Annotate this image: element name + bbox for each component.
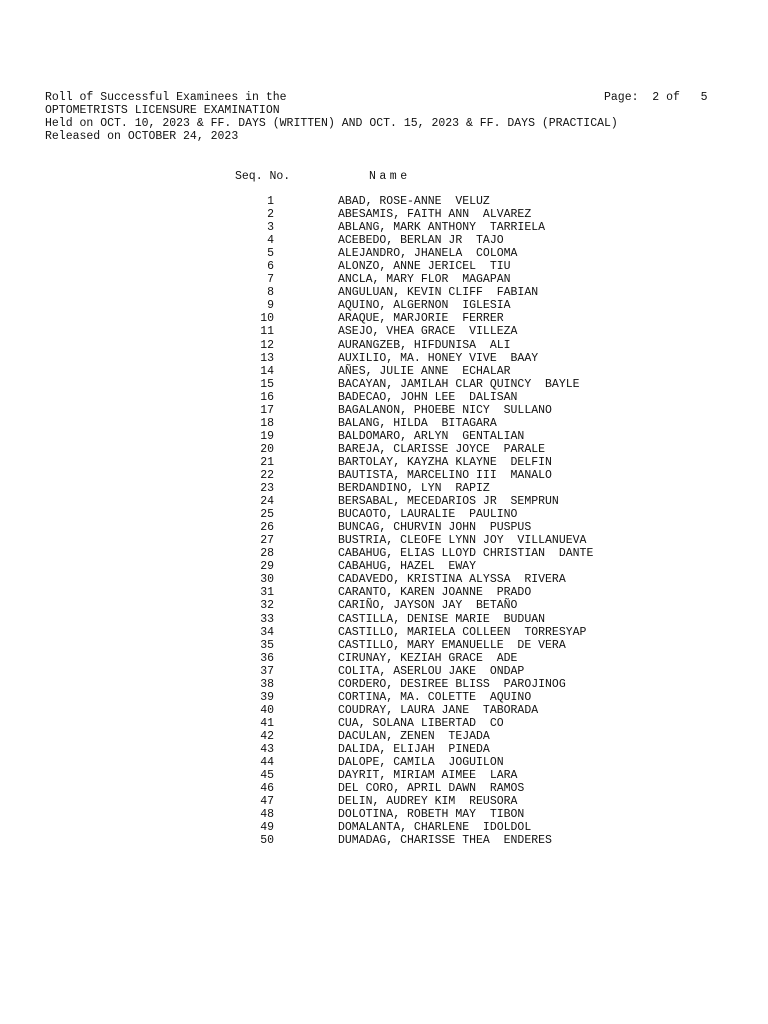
examinee-name: BAGALANON, PHOEBE NICY SULLANO: [338, 403, 552, 417]
seq-number: 7: [267, 273, 274, 287]
list-item: [0, 325, 768, 338]
list-item: [0, 717, 768, 730]
list-item: [0, 404, 768, 417]
list-item: [0, 808, 768, 821]
examinee-name: DALIDA, ELIJAH PINEDA: [338, 742, 490, 756]
examinee-name: DUMADAG, CHARISSE THEA ENDERES: [338, 834, 552, 848]
list-item: [0, 417, 768, 430]
examinee-name: BACAYAN, JAMILAH CLAR QUINCY BAYLE: [338, 377, 580, 391]
list-item: [0, 573, 768, 586]
seq-number: 26: [260, 521, 274, 535]
examinee-name: BALANG, HILDA BITAGARA: [338, 416, 497, 430]
list-item: [0, 795, 768, 808]
seq-number: 29: [260, 560, 274, 574]
list-item: [0, 704, 768, 717]
examinee-name: DALOPE, CAMILA JOGUILON: [338, 756, 504, 770]
seq-number: 41: [260, 716, 274, 730]
examinee-name: DAYRIT, MIRIAM AIMEE LARA: [338, 769, 518, 783]
seq-number: 19: [260, 429, 274, 443]
examinee-name: BUSTRIA, CLEOFE LYNN JOY VILLANUEVA: [338, 534, 587, 548]
seq-number: 39: [260, 690, 274, 704]
examinee-name: CASTILLO, MARIELA COLLEEN TORRESYAP: [338, 625, 587, 639]
examinee-name: COLITA, ASERLOU JAKE ONDAP: [338, 664, 525, 678]
seq-number: 31: [260, 586, 274, 600]
examinee-name: ANCLA, MARY FLOR MAGAPAN: [338, 273, 511, 287]
list-item: [0, 456, 768, 469]
examinee-name: BERDANDINO, LYN RAPIZ: [338, 482, 490, 496]
list-item: [0, 652, 768, 665]
examinee-name: DEL CORO, APRIL DAWN RAMOS: [338, 782, 525, 796]
list-item: [0, 247, 768, 260]
examinee-name: CARANTO, KAREN JOANNE PRADO: [338, 586, 532, 600]
list-item: [0, 508, 768, 521]
list-item: [0, 821, 768, 834]
exam-name: OPTOMETRISTS LICENSURE EXAMINATION: [45, 104, 280, 117]
examinee-name: CIRUNAY, KEZIAH GRACE ADE: [338, 651, 518, 665]
seq-number: 44: [260, 756, 274, 770]
seq-number: 8: [267, 286, 274, 300]
seq-number: 25: [260, 508, 274, 522]
examinee-name: CARIÑO, JAYSON JAY BETAÑO: [338, 599, 518, 613]
seq-number: 16: [260, 390, 274, 404]
page-indicator: Page: 2 of 5: [604, 91, 708, 104]
examinee-name: DELIN, AUDREY KIM REUSORA: [338, 795, 518, 809]
list-item: [0, 299, 768, 312]
list-item: [0, 234, 768, 247]
seq-number: 22: [260, 468, 274, 482]
list-item: [0, 691, 768, 704]
seq-column-header: Seq. No.: [235, 170, 291, 183]
examinee-name: DOMALANTA, CHARLENE IDOLDOL: [338, 821, 532, 835]
list-item: [0, 221, 768, 234]
examinee-name: BAUTISTA, MARCELINO III MANALO: [338, 468, 552, 482]
seq-number: 17: [260, 403, 274, 417]
seq-number: 40: [260, 703, 274, 717]
seq-number: 30: [260, 573, 274, 587]
examinee-name: AUXILIO, MA. HONEY VIVE BAAY: [338, 351, 539, 365]
seq-number: 45: [260, 769, 274, 783]
list-item: [0, 378, 768, 391]
list-item: [0, 495, 768, 508]
examinee-name: ABESAMIS, FAITH ANN ALVAREZ: [338, 208, 532, 222]
seq-number: 43: [260, 742, 274, 756]
seq-number: 11: [260, 325, 274, 339]
seq-number: 49: [260, 821, 274, 835]
list-item: [0, 560, 768, 573]
examinee-name: ABAD, ROSE-ANNE VELUZ: [338, 195, 490, 208]
seq-number: 38: [260, 677, 274, 691]
list-item: [0, 195, 768, 208]
examinee-name: ANGULUAN, KEVIN CLIFF FABIAN: [338, 286, 539, 300]
examinee-name: AÑES, JULIE ANNE ECHALAR: [338, 364, 511, 378]
examinee-name: CABAHUG, ELIAS LLOYD CHRISTIAN DANTE: [338, 547, 594, 561]
list-item: [0, 208, 768, 221]
examinee-name: ACEBEDO, BERLAN JR TAJO: [338, 234, 504, 248]
seq-number: 32: [260, 599, 274, 613]
seq-number: 18: [260, 416, 274, 430]
seq-number: 21: [260, 455, 274, 469]
seq-number: 12: [260, 338, 274, 352]
list-item: [0, 286, 768, 299]
seq-number: 13: [260, 351, 274, 365]
examinee-name: CASTILLA, DENISE MARIE BUDUAN: [338, 612, 546, 626]
seq-number: 23: [260, 482, 274, 496]
seq-number: 34: [260, 625, 274, 639]
seq-number: 6: [267, 260, 274, 274]
seq-number: 36: [260, 651, 274, 665]
list-item: [0, 443, 768, 456]
seq-number: 28: [260, 547, 274, 561]
seq-number: 5: [267, 247, 274, 261]
list-item: [0, 352, 768, 365]
examinee-name: BERSABAL, MECEDARIOS JR SEMPRUN: [338, 495, 559, 509]
examinee-name: ALEJANDRO, JHANELA COLOMA: [338, 247, 518, 261]
examinee-name: BALDOMARO, ARLYN GENTALIAN: [338, 429, 525, 443]
list-item: [0, 534, 768, 547]
list-item: [0, 626, 768, 639]
examinee-name: CUA, SOLANA LIBERTAD CO: [338, 716, 504, 730]
seq-number: 37: [260, 664, 274, 678]
list-item: [0, 312, 768, 325]
list-item: [0, 613, 768, 626]
examinee-name: CORDERO, DESIREE BLISS PAROJINOG: [338, 677, 566, 691]
seq-number: 35: [260, 638, 274, 652]
examinee-name: BAREJA, CLARISSE JOYCE PARALE: [338, 442, 546, 456]
list-item: [0, 834, 768, 847]
list-item: [0, 273, 768, 286]
list-item: [0, 586, 768, 599]
seq-number: 50: [260, 834, 274, 848]
examinee-name: CADAVEDO, KRISTINA ALYSSA RIVERA: [338, 573, 566, 587]
examinee-name: DOLOTINA, ROBETH MAY TIBON: [338, 808, 525, 822]
examinee-name: COUDRAY, LAURA JANE TABORADA: [338, 703, 539, 717]
list-item: [0, 391, 768, 404]
name-column-header: Name: [369, 170, 411, 183]
list-item: [0, 743, 768, 756]
list-item: [0, 469, 768, 482]
seq-number: 1: [267, 195, 274, 208]
list-item: [0, 730, 768, 743]
seq-number: 3: [267, 221, 274, 235]
seq-number: 15: [260, 377, 274, 391]
seq-number: 47: [260, 795, 274, 809]
examinee-name: ARAQUE, MARJORIE FERRER: [338, 312, 504, 326]
seq-number: 42: [260, 729, 274, 743]
examinee-name: AURANGZEB, HIFDUNISA ALI: [338, 338, 511, 352]
list-item: [0, 430, 768, 443]
examinee-name: ALONZO, ANNE JERICEL TIU: [338, 260, 511, 274]
examinee-name: BARTOLAY, KAYZHA KLAYNE DELFIN: [338, 455, 552, 469]
seq-number: 2: [267, 208, 274, 222]
list-item: [0, 547, 768, 560]
seq-number: 48: [260, 808, 274, 822]
list-item: [0, 521, 768, 534]
seq-number: 33: [260, 612, 274, 626]
list-item: [0, 339, 768, 352]
examinee-name: ABLANG, MARK ANTHONY TARRIELA: [338, 221, 546, 235]
examinee-name: BUCAOTO, LAURALIE PAULINO: [338, 508, 518, 522]
seq-number: 14: [260, 364, 274, 378]
examinee-name: CABAHUG, HAZEL EWAY: [338, 560, 477, 574]
seq-number: 4: [267, 234, 274, 248]
examinee-name: ASEJO, VHEA GRACE VILLEZA: [338, 325, 518, 339]
examinee-name: BUNCAG, CHURVIN JOHN PUSPUS: [338, 521, 532, 535]
list-item: [0, 639, 768, 652]
seq-number: 24: [260, 495, 274, 509]
examinee-name: CASTILLO, MARY EMANUELLE DE VERA: [338, 638, 566, 652]
list-item: [0, 769, 768, 782]
list-item: [0, 599, 768, 612]
seq-number: 9: [267, 299, 274, 313]
list-item: [0, 260, 768, 273]
examinee-name: AQUINO, ALGERNON IGLESIA: [338, 299, 511, 313]
list-item: [0, 756, 768, 769]
list-item: [0, 678, 768, 691]
examinee-name: CORTINA, MA. COLETTE AQUINO: [338, 690, 532, 704]
examinee-name: BADECAO, JOHN LEE DALISAN: [338, 390, 518, 404]
seq-number: 10: [260, 312, 274, 326]
exam-dates: Held on OCT. 10, 2023 & FF. DAYS (WRITTEN) AND OCT. 15, 2023 & FF. DAYS (PRACTICAL): [45, 117, 618, 130]
document-title-line: Roll of Successful Examinees in the: [45, 91, 287, 104]
list-item: [0, 782, 768, 795]
seq-number: 20: [260, 442, 274, 456]
seq-number: 27: [260, 534, 274, 548]
seq-number: 46: [260, 782, 274, 796]
examinee-list: [0, 195, 768, 847]
examinee-name: DACULAN, ZENEN TEJADA: [338, 729, 490, 743]
release-date: Released on OCTOBER 24, 2023: [45, 130, 239, 143]
list-item: [0, 482, 768, 495]
list-item: [0, 665, 768, 678]
list-item: [0, 365, 768, 378]
